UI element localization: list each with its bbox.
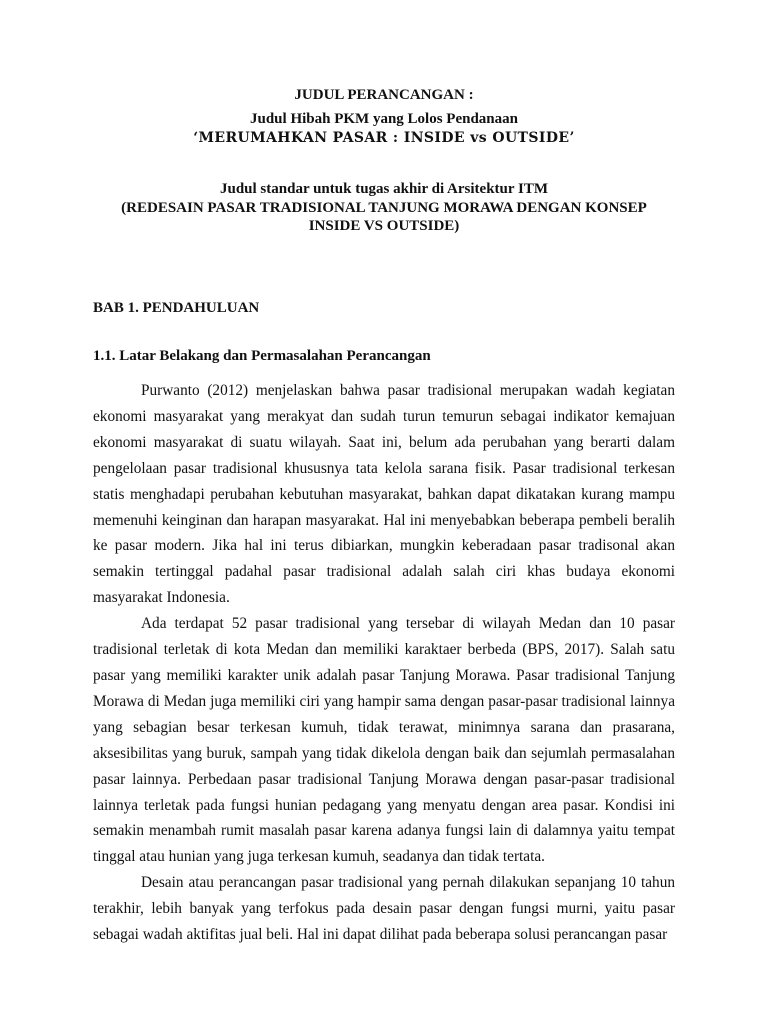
pkm-grant-line: Judul Hibah PKM yang Lolos Pendanaan (250, 111, 518, 127)
paragraph-2: Ada terdapat 52 pasar tradisional yang tersebar di wilayah Medan dan 10 pasar tradisional terletak di kota Medan dan memiliki karaktaer berbeda (BPS, 2017). Salah satu pasar yang memiliki karakter unik adalah pasar Tanjung Morawa. Pasar tradisional Tanjung Morawa di Medan juga memiliki ciri yang hampir sama dengan pasar-pasar tradisional lainnya yang sebagian besar terkesan kumuh, tidak terawat, minimnya sarana dan prasarana, aksesibilitas yang buruk, sampah yang tidak dikelola dengan baik dan sejumlah permasalahan pasar lainnya. Perbedaan pasar tradisional Tanjung Morawa dengan pasar-pasar tradisional lainnya terletak pada fungsi hunian pedagang yang menyatu dengan area pasar. Kondisi ini semakin menambah rumit masalah pasar karena adanya fungsi lain di dalamnya yaitu tempat tinggal atau hunian yang juga terkesan kumuh, seadanya dan tidak tertata. (93, 615, 675, 866)
standard-title-part-1: (REDESAIN PASAR TRADISIONAL TANJUNG MORAWA DENGAN KONSEP (121, 200, 647, 216)
body-text (93, 378, 675, 948)
paragraph-3: Desain atau perancangan pasar tradisional yang pernah dilakukan sepanjang 10 tahun terakhir, lebih banyak yang terfokus pada desain pasar dengan fungsi murni, yaitu pasar sebagai wadah aktifitas jual beli. Hal ini dapat dilihat pada beberapa solusi perancangan pasar (93, 874, 675, 944)
design-title-label: JUDUL PERANCANGAN : (294, 87, 474, 103)
paragraph-1: Purwanto (2012) menjelaskan bahwa pasar tradisional merupakan wadah kegiatan ekonomi masyarakat yang merakyat dan sudah turun temurun sebagai indikator kemajuan ekonomi masyarakat di suatu wilayah. Saat ini, belum ada perubahan yang berarti dalam pengelolaan pasar tradisional khususnya tata kelola sarana fisik. Pasar tradisional terkesan statis menghadapi perubahan kebutuhan masyarakat, bahkan dapat dikatakan kurang mampu memenuhi keinginan dan harapan masyarakat. Hal ini menyebabkan beberapa pembeli beralih ke pasar modern. Jika hal ini terus dibiarkan, mungkin keberadaan pasar tradisonal akan semakin tertinggal padahal pasar tradisional adalah salah ciri khas budaya ekonomi masyarakat Indonesia. (93, 382, 675, 607)
section-heading: 1.1. Latar Belakang dan Permasalahan Perancangan (93, 348, 431, 364)
standard-title-line: Judul standar untuk tugas akhir di Arsitektur ITM (219, 181, 549, 197)
pkm-title: ‘MERUMAHKAN PASAR : INSIDE vs OUTSIDE’ (193, 130, 575, 146)
standard-title-part-2: INSIDE VS OUTSIDE) (308, 218, 460, 234)
chapter-heading: BAB 1. PENDAHULUAN (93, 300, 260, 316)
